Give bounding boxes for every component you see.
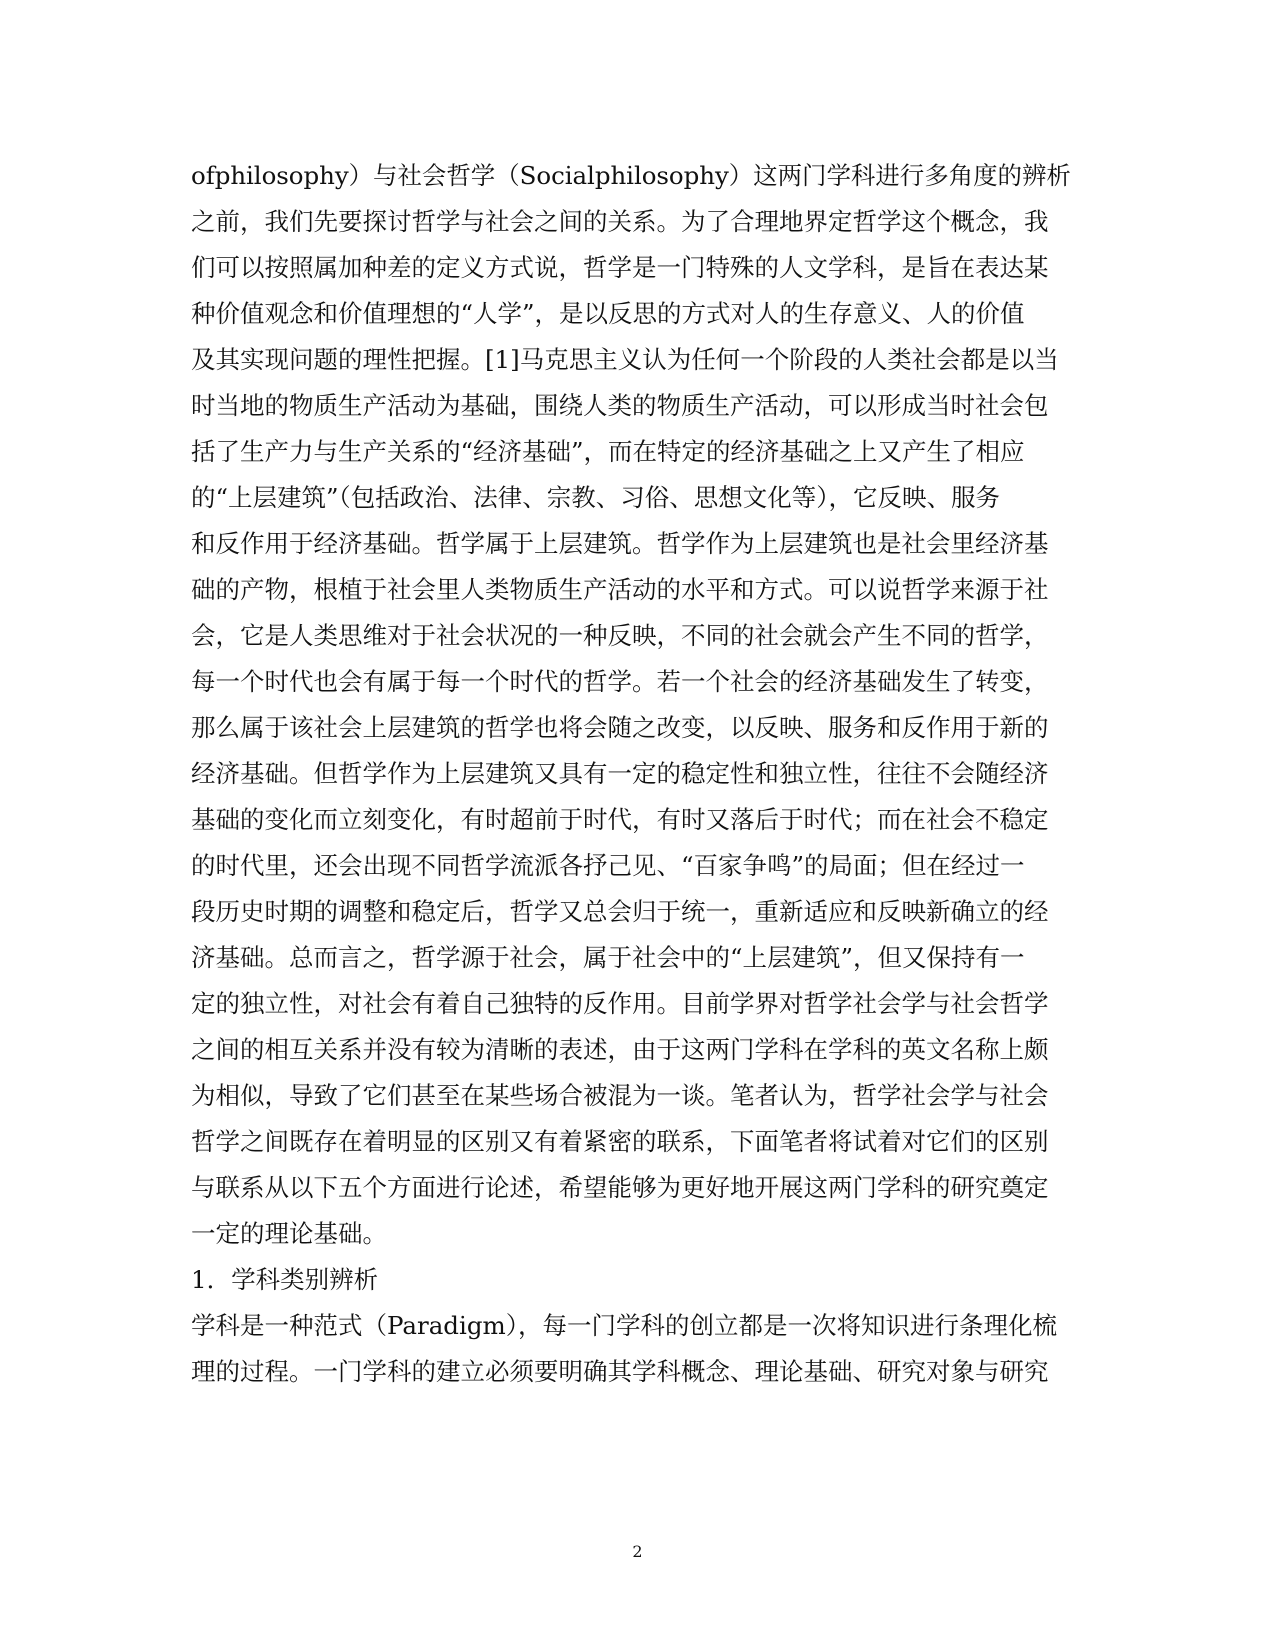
page-number: 2 — [632, 1542, 643, 1561]
body-text-line: ofphilosophy）与社会哲学（Socialphilosophy）这两门学科进行多角度的辨析 — [191, 161, 1071, 190]
body-text-line: 础的产物，根植于社会里人类物质生产活动的水平和方式。可以说哲学来源于社 — [191, 575, 1049, 604]
body-text-line: 之前，我们先要探讨哲学与社会之间的关系。为了合理地界定哲学这个概念，我 — [191, 207, 1049, 236]
body-text-line: 与联系从以下五个方面进行论述，希望能够为更好地开展这两门学科的研究奠定 — [191, 1173, 1049, 1202]
body-text-line: 时当地的物质生产活动为基础，围绕人类的物质生产活动，可以形成当时社会包 — [191, 391, 1049, 420]
body-text-line: 每一个时代也会有属于每一个时代的哲学。若一个社会的经济基础发生了转变， — [191, 667, 1049, 696]
body-text-line: 哲学之间既存在着明显的区别又有着紧密的联系，下面笔者将试着对它们的区别 — [191, 1127, 1049, 1156]
body-text-line: 那么属于该社会上层建筑的哲学也将会随之改变，以反映、服务和反作用于新的 — [191, 713, 1049, 742]
body-text-line: 和反作用于经济基础。哲学属于上层建筑。哲学作为上层建筑也是社会里经济基 — [191, 529, 1049, 558]
body-text-line: 们可以按照属加种差的定义方式说，哲学是一门特殊的人文学科，是旨在表达某 — [191, 253, 1049, 282]
body-text-line: 段历史时期的调整和稳定后，哲学又总会归于统一，重新适应和反映新确立的经 — [191, 897, 1049, 926]
body-text-line: 之间的相互关系并没有较为清晰的表述，由于这两门学科在学科的英文名称上颇 — [191, 1035, 1049, 1064]
body-text-line: 为相似，导致了它们甚至在某些场合被混为一谈。笔者认为，哲学社会学与社会 — [191, 1081, 1049, 1110]
body-text-line: 会，它是人类思维对于社会状况的一种反映，不同的社会就会产生不同的哲学， — [191, 621, 1049, 650]
body-text-line: 的时代里，还会出现不同哲学流派各抒己见、“百家争鸣”的局面；但在经过一 — [191, 851, 1025, 880]
body-text-line: 一定的理论基础。 — [191, 1219, 387, 1248]
body-text-line: 基础的变化而立刻变化，有时超前于时代，有时又落后于时代；而在社会不稳定 — [191, 805, 1049, 834]
body-text-line: 学科是一种范式（Paradigm），每一门学科的创立都是一次将知识进行条理化梳 — [191, 1311, 1057, 1340]
body-text-line: 济基础。总而言之，哲学源于社会，属于社会中的“上层建筑”，但又保持有一 — [191, 943, 1025, 972]
body-text-line: 经济基础。但哲学作为上层建筑又具有一定的稳定性和独立性，往往不会随经济 — [191, 759, 1049, 788]
body-text-line: 及其实现问题的理性把握。[1]马克思主义认为任何一个阶段的人类社会都是以当 — [191, 345, 1059, 374]
body-text-line: 括了生产力与生产关系的“经济基础”，而在特定的经济基础之上又产生了相应 — [191, 437, 1025, 466]
body-text-line: 种价值观念和价值理想的“人学”，是以反思的方式对人的生存意义、人的价值 — [191, 299, 1025, 328]
body-text-line: 的“上层建筑”（包括政治、法律、宗教、习俗、思想文化等），它反映、服务 — [191, 483, 1001, 512]
section-heading: 1．学科类别辨析 — [191, 1265, 379, 1294]
body-text-line: 理的过程。一门学科的建立必须要明确其学科概念、理论基础、研究对象与研究 — [191, 1357, 1049, 1386]
body-text-line: 定的独立性，对社会有着自己独特的反作用。目前学界对哲学社会学与社会哲学 — [191, 989, 1049, 1018]
